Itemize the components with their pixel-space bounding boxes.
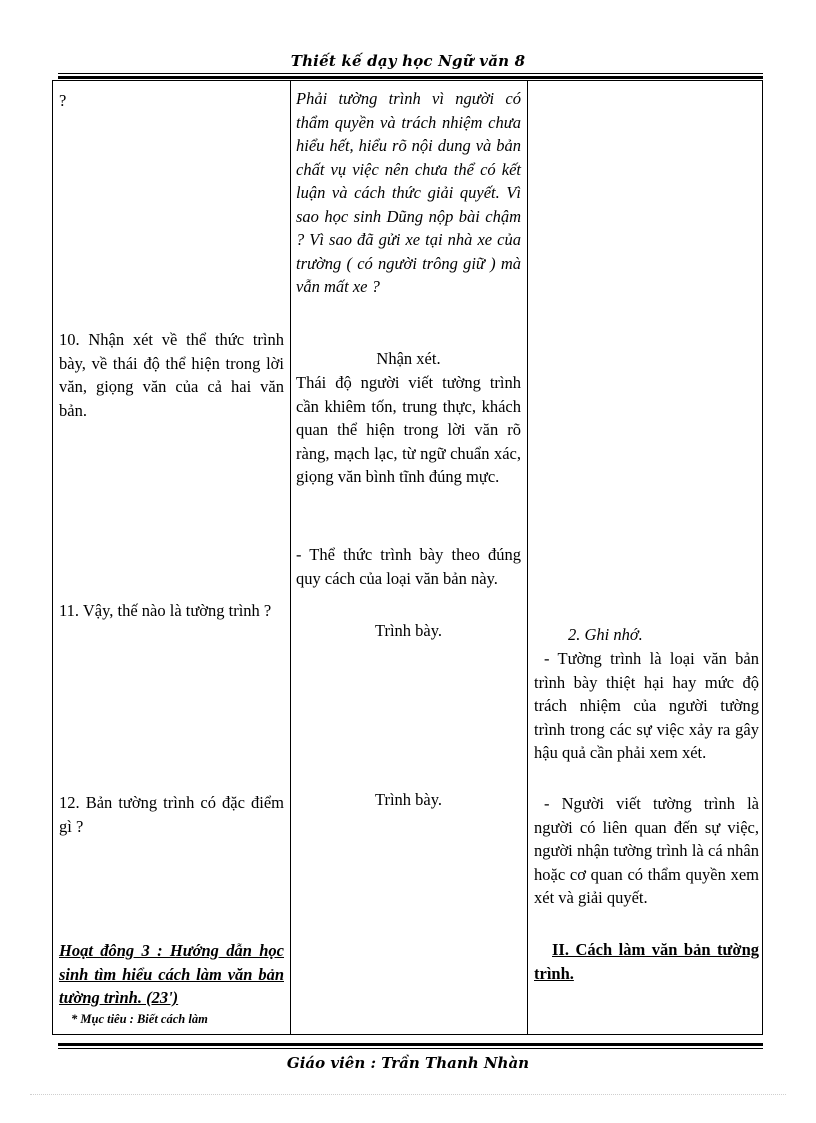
objective-line: * Mục tiêu : Biết cách làm — [71, 1012, 208, 1026]
page-header-title: Thiết kế dạy học Ngữ văn 8 — [290, 52, 526, 70]
question-10: 10. Nhận xét về thể thức trình bày, về thái độ thể hiện trong lời văn, giọng văn của cả hai văn bản. — [59, 330, 284, 420]
nhan-xet-body: Thái độ người viết tường trình cần khiêm tốn, trung thực, khách quan thể hiện trong lời văn rõ ràng, mạch lạc, từ ngữ chuẩn xác, giọng văn bình tĩnh đúng mực. — [296, 373, 521, 486]
column-divider-2 — [527, 81, 528, 1034]
column-divider-1 — [290, 81, 291, 1034]
nhan-xet-heading: Nhận xét. — [376, 349, 441, 368]
ghi-nho-point-1: - Tường trình là loại văn bản trình bày thiệt hại hay mức độ trách nhiệm của người tường trình trong các sự việc xảy ra gây hậu quả cần phải xem xét. — [534, 649, 759, 762]
question-12: 12. Bản tường trình có đặc điểm gì ? — [59, 793, 284, 836]
header-rule-thick — [58, 76, 763, 79]
lesson-table — [52, 80, 763, 1035]
trinh-bay-1: Trình bày. — [374, 621, 443, 640]
question-mark: ? — [59, 91, 67, 110]
answer-italic: Phải tường trình vì người có thẩm quyền và trách nhiệm chưa hiểu hết, hiểu rõ nội dung và bản chất vụ việc nên chưa thể có kết luận và cách thức giải quyết. Vì sao học sinh Dũng nộp bài chậm ? Vì sao đã gửi xe tại nhà xe của trường ( có người trông giữ ) mà vẫn mất xe ? — [296, 89, 521, 296]
question-11: 11. Vậy, thế nào là tường trình ? — [59, 601, 272, 620]
footer-rule-thick — [58, 1043, 763, 1046]
ghi-nho-heading: 2. Ghi nhớ. — [568, 625, 643, 644]
header-rule-thin — [58, 73, 763, 74]
trinh-bay-2: Trình bày. — [374, 790, 443, 809]
page-bottom-divider — [30, 1094, 786, 1095]
the-thuc-note: - Thể thức trình bày theo đúng quy cách của loại văn bản này. — [296, 545, 521, 588]
footer-rule-thin — [58, 1048, 763, 1049]
ghi-nho-point-2: - Người viết tường trình là người có liên quan đến sự việc, người nhận tường trình là cá nhân hoặc cơ quan có thẩm quyền xem xét và giải quyết. — [534, 794, 759, 907]
section-2-heading: II. Cách làm văn bản tường trình. — [534, 940, 759, 983]
footer-teacher-name: Giáo viên : Trần Thanh Nhàn — [286, 1054, 530, 1072]
activity-3-heading: Hoạt đông 3 : Hướng dẫn học sinh tìm hiểu cách làm văn bản tường trình. (23') — [59, 941, 284, 1007]
